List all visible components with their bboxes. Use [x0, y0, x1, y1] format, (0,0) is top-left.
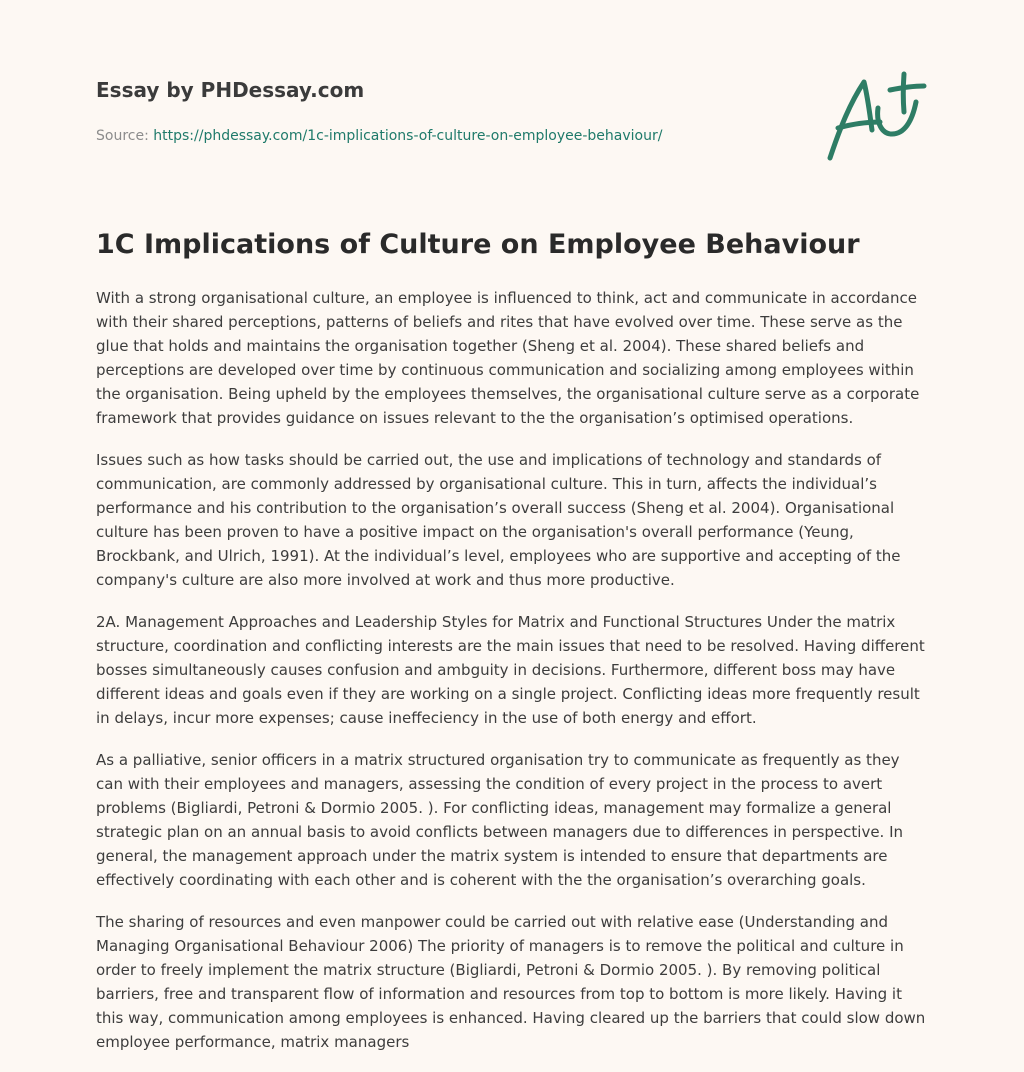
article-paragraph: As a palliative, senior officers in a matrix structured organisation try to communicate as frequently as they can with their employees and managers, assessing the condition of every project in the process to avert problems (Bigliardi, Petroni & Dormio 2005. ). For conflicting ideas, management may formalize a general strategic plan on an annual basis to avoid conflicts between managers due to differences in perspective. In general, the management approach under the matrix system is intended to ensure that departments are effectively coordinating with each other and is coherent with the the organisation’s overarching goals.	[96, 751, 904, 889]
article-paragraph: With a strong organisational culture, an employee is influenced to think, act and communicate in accordance with their shared perceptions, patterns of beliefs and rites that have evolved over time. These serve as the glue that holds and maintains the organisation together (Sheng et al. 2004). These shared beliefs and perceptions are developed over time by continuous communication and socializing among employees within the organisation. Being upheld by the employees themselves, the organisational culture serve as a corporate framework that provides guidance on issues relevant to the the organisation’s optimised operations.	[96, 289, 920, 427]
source-link[interactable]: https://phdessay.com/1c-implications-of-culture-on-employee-behaviour/	[153, 128, 663, 144]
article-body	[96, 286, 930, 1072]
site-title: Essay by PHDessay.com	[96, 78, 365, 102]
article-paragraph: Issues such as how tasks should be carried out, the use and implications of technology and standards of communication, are commonly addressed by organisational culture. This in turn, affects the individual’s performance and his contribution to the organisation’s overall success (Sheng et al. 2004). Organisational culture has been proven to have a positive impact on the organisation's overall performance (Yeung, Brockbank, and Ulrich, 1991). At the individual’s level, employees who are supportive and accepting of the company's culture are also more involved at work and thus more productive.	[96, 451, 901, 589]
source-label: Source:	[96, 128, 154, 144]
article-paragraph: 2A. Management Approaches and Leadership Styles for Matrix and Functional Structures Under the matrix structure, coordination and conflicting interests are the main issues that need to be resolved. Having different bosses simultaneously causes confusion and ambguity in decisions. Furthermore, different boss may have different ideas and goals even if they are working on a single project. Conflicting ideas more frequently result in delays, incur more expenses; cause ineffeciency in the use of both energy and effort.	[96, 613, 925, 727]
a-plus-logo-icon	[820, 68, 930, 168]
article-paragraph: The sharing of resources and even manpower could be carried out with relative ease (Understanding and Managing Organisational Behaviour 2006) The priority of managers is to remove the political and culture in order to freely implement the matrix structure (Bigliardi, Petroni & Dormio 2005. ). By removing political barriers, free and transparent flow of information and resources from top to bottom is more likely. Having it this way, communication among employees is enhanced. Having cleared up the barriers that could slow down employee performance, matrix managers	[96, 913, 926, 1051]
source-line	[96, 126, 736, 146]
page-title: 1C Implications of Culture on Employee Behaviour	[96, 229, 860, 260]
page-header	[96, 76, 736, 146]
